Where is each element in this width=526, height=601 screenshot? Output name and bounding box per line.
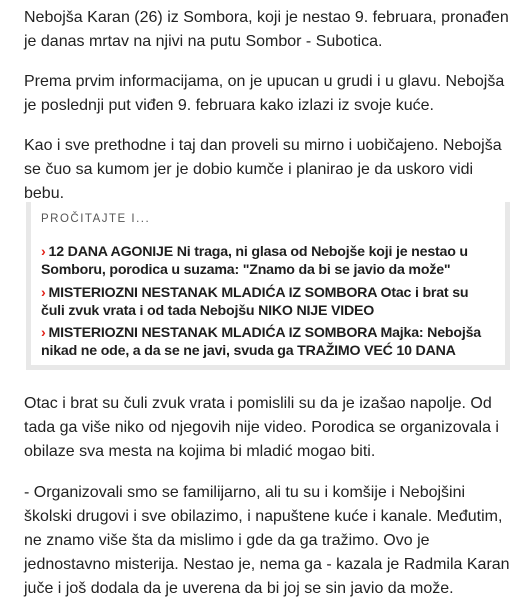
arrow-icon: › bbox=[41, 325, 46, 341]
article-paragraph: Kao i sve prethodne i taj dan proveli su mirno i uobičajeno. Nebojša se čuo sa kumom jer je dobio kumče i planirao je da uskoro vidi bebu. bbox=[24, 137, 502, 202]
read-also-link-text: MISTERIOZNI NESTANAK MLADIĆA IZ SOMBORA Otac i brat su čuli zvuk vrata i od tada Nebojšu NIKO NIJE VIDEO bbox=[41, 285, 469, 319]
article-paragraph: Nebojša Karan (26) iz Sombora, koji je nestao 9. februara, pronađen je danas mrtav na njivi na putu Sombor - Subotica. bbox=[24, 9, 509, 50]
read-also-link-text: 12 DANA AGONIJE Ni traga, ni glasa od Nebojše koji je nestao u Somboru, porodica u suzama: "Znamo da bi se javio da može" bbox=[41, 244, 468, 278]
read-also-link[interactable] bbox=[41, 243, 487, 279]
arrow-icon: › bbox=[41, 244, 46, 260]
article-paragraph: - Organizovali smo se familijarno, ali tu su i komšije i Nebojšini školski drugovi i sve obilazimo, i napuštene kuće i kanale. Međutim, ne znamo više šta da mislimo i gde da ga tražimo. Ovo je jednostavno misterija. Nestao je, nema ga - kazala je Radmila Karan juče i još dodala da je uverena da bi joj se sin javio da može. bbox=[24, 484, 510, 597]
article-paragraph: Prema prvim informacijama, on je upucan u grudi i u glavu. Nebojša je poslednji put viđen 9. februara kako izlazi iz svoje kuće. bbox=[24, 73, 505, 114]
arrow-icon: › bbox=[41, 285, 46, 301]
read-also-link[interactable] bbox=[41, 284, 487, 320]
article-paragraph: Otac i brat su čuli zvuk vrata i pomislili su da je izašao napolje. Od tada ga više niko od njegovih nije video. Porodica se organizovala i obilaze sva mesta na kojima bi mladić mogao biti. bbox=[24, 395, 499, 460]
read-also-box bbox=[26, 202, 510, 370]
read-also-link-text: MISTERIOZNI NESTANAK MLADIĆA IZ SOMBORA Majka: Nebojša nikad ne ode, a da se ne javi, svuda ga TRAŽIMO VEĆ 10 DANA bbox=[41, 325, 481, 359]
read-also-link[interactable] bbox=[41, 324, 487, 360]
read-also-title: PROČITAJTE I... bbox=[41, 213, 151, 225]
